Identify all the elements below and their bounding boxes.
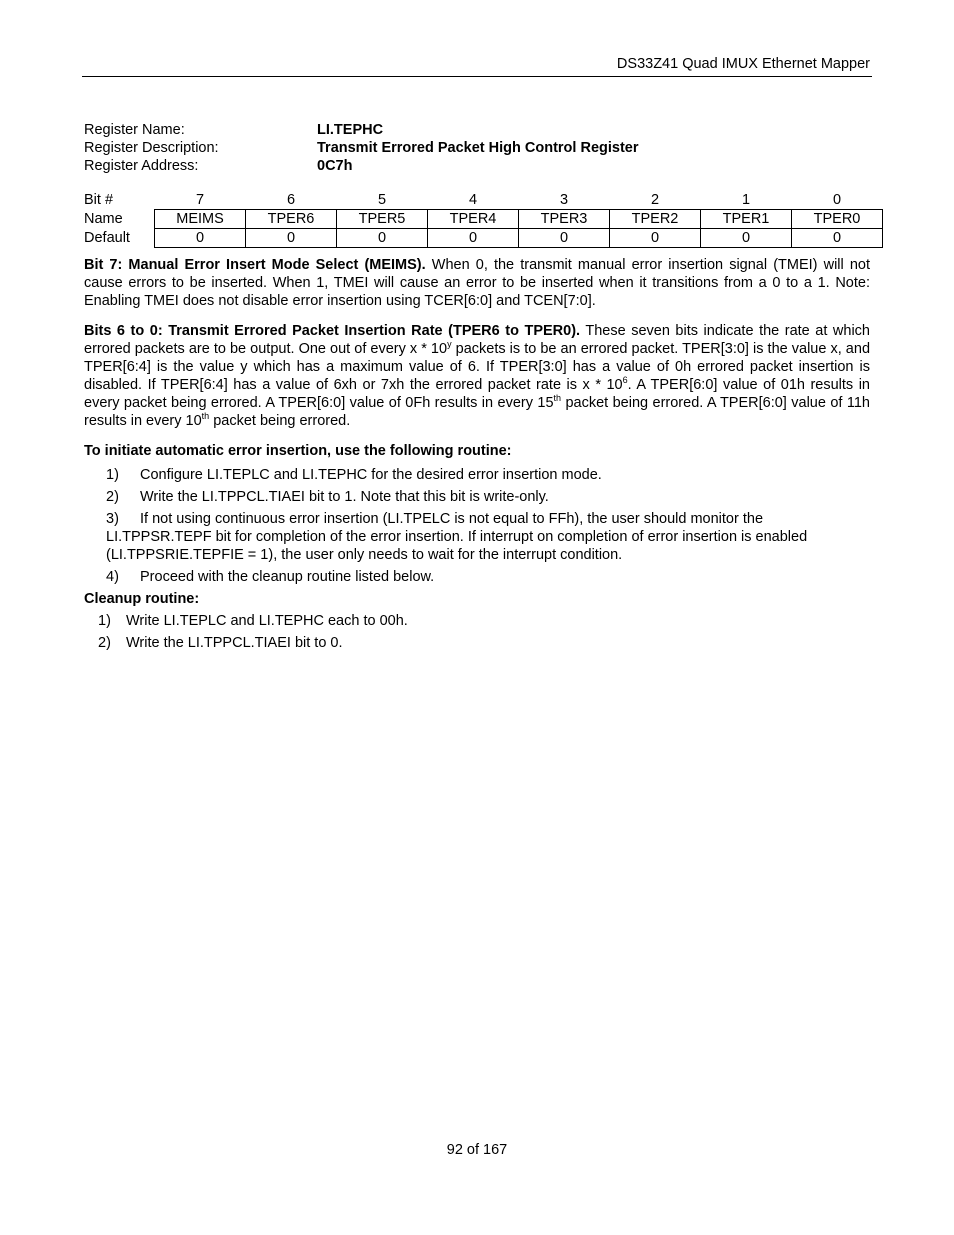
header-divider (82, 76, 872, 77)
bit-name-cell: TPER3 (519, 210, 610, 229)
superscript: th (553, 393, 562, 404)
bit7-title: Bit 7: Manual Error Insert Mode Select (MEIMS). (84, 257, 426, 273)
step-number: 1) (98, 613, 111, 629)
bit-default-cell: 0 (792, 229, 883, 248)
bit-default-cell: 0 (701, 229, 792, 248)
bit-number: 4 (468, 192, 478, 208)
routine-heading: To initiate automatic error insertion, use the following routine: (84, 443, 512, 459)
bit-number: 3 (559, 192, 569, 208)
bit-number-label: Bit # (84, 192, 114, 209)
step-text: If not using continuous error insertion (LI.TPELC is not equal to FFh), the user should monitor the LI.TPPSR.TEPF bit for completion of the error insertion. If interrupt on completion of error insertion is enabled (LI.TPPSRIE.TEPFIE = 1), the user only needs to wait for the interrupt condition. (106, 511, 808, 563)
step-text: Write the LI.TPPCL.TIAEI bit to 0. (126, 635, 343, 651)
list-item (98, 612, 870, 630)
step-number: 2) (98, 635, 111, 651)
bit-default-cell: 0 (246, 229, 337, 248)
step-number: 2) (106, 489, 119, 505)
register-description-value: Transmit Errored Packet High Control Register (317, 140, 639, 156)
bit-default-cell: 0 (428, 229, 519, 248)
bit-name-cell: TPER1 (701, 210, 792, 229)
step-text: Configure LI.TEPLC and LI.TEPHC for the desired error insertion mode. (140, 467, 602, 483)
document-header-title: DS33Z41 Quad IMUX Ethernet Mapper (616, 56, 870, 72)
bit-number: 2 (650, 192, 660, 208)
bits6-0-title: Bits 6 to 0: Transmit Errored Packet Insertion Rate (TPER6 to TPER0). (84, 323, 581, 339)
register-name-value: LI.TEPHC (317, 122, 384, 138)
bit-number-row (84, 191, 883, 210)
register-info (84, 121, 639, 175)
list-item (106, 466, 870, 484)
superscript: th (201, 411, 210, 422)
list-item (106, 488, 870, 506)
bits6-0-description (84, 322, 870, 430)
step-number: 3) (106, 511, 119, 527)
list-item (98, 634, 870, 652)
bits6-0-text: packet being errored. (209, 413, 351, 429)
bit-default-cell: 0 (337, 229, 428, 248)
bit-number: 6 (286, 192, 296, 208)
step-text: Write LI.TEPLC and LI.TEPHC each to 00h. (126, 613, 408, 629)
bit-default-cell: 0 (610, 229, 701, 248)
bit-default-row (84, 229, 883, 248)
list-item (106, 510, 870, 564)
superscript: 6 (622, 375, 628, 386)
bits6-0-text: . A TPER[6:0] value of 01h results in every packet being errored. A TPER[6:0] value of 0Fh results in every 15 (84, 377, 870, 411)
routine-steps (84, 466, 870, 586)
bit-name-row (84, 210, 883, 229)
register-address-value: 0C7h (317, 158, 353, 174)
register-description-body (84, 256, 870, 656)
bit-number: 7 (195, 192, 205, 208)
list-item (106, 568, 870, 586)
register-name-label: Register Name: (84, 122, 185, 138)
register-name-row (84, 121, 639, 139)
bit-name-cell: TPER6 (246, 210, 337, 229)
register-address-row (84, 157, 639, 175)
bit-default-label: Default (84, 230, 130, 246)
bit-default-cell: 0 (519, 229, 610, 248)
register-address-label: Register Address: (84, 158, 199, 174)
bit-name-cell: TPER0 (792, 210, 883, 229)
bit-number: 1 (741, 192, 751, 208)
bits6-0-text: packets is to be an errored packet. TPER[3:0] is the value x, and TPER[6:4] is the value y which has a maximum value of 6. If TPER[3:0] has a value of 0h errored packet insertion is disabled. If TPER[6:4] has a value of 6xh or 7xh the errored packet rate is x * 10 (84, 341, 871, 393)
bit-number: 0 (832, 192, 842, 208)
superscript: y (447, 339, 452, 350)
cleanup-heading: Cleanup routine: (84, 591, 200, 607)
cleanup-steps (84, 612, 870, 652)
register-description-label: Register Description: (84, 140, 219, 156)
step-number: 1) (106, 467, 119, 483)
bit-name-cell: TPER2 (610, 210, 701, 229)
register-description-row (84, 139, 639, 157)
page-number: 92 of 167 (446, 1142, 508, 1158)
bit7-text: When 0, the transmit manual error insertion signal (TMEI) will not cause errors to be inserted. When 1, TMEI will cause an error to be inserted when it transitions from a 0 to a 1. Note: Enabling TMEI does not disable error insertion using TCER[6:0] and TCEN[7:0]. (84, 257, 870, 309)
bits6-0-text: These seven bits indicate the rate at which errored packets are to be output. One out of every x * 10 (84, 323, 870, 357)
step-number: 4) (106, 569, 119, 585)
step-text: Proceed with the cleanup routine listed below. (140, 569, 435, 585)
bit-name-cell: TPER4 (428, 210, 519, 229)
step-text: Write the LI.TPPCL.TIAEI bit to 1. Note that this bit is write-only. (140, 489, 549, 505)
bit-default-cell: 0 (155, 229, 246, 248)
bit7-description (84, 256, 870, 310)
bits6-0-text: packet being errored. A TPER[6:0] value of 11h results in every 10 (84, 395, 870, 429)
bit-name-cell: MEIMS (155, 210, 246, 229)
bit-name-cell: TPER5 (337, 210, 428, 229)
bit-name-label: Name (84, 211, 123, 227)
bit-number: 5 (377, 192, 387, 208)
bit-table (84, 191, 883, 248)
